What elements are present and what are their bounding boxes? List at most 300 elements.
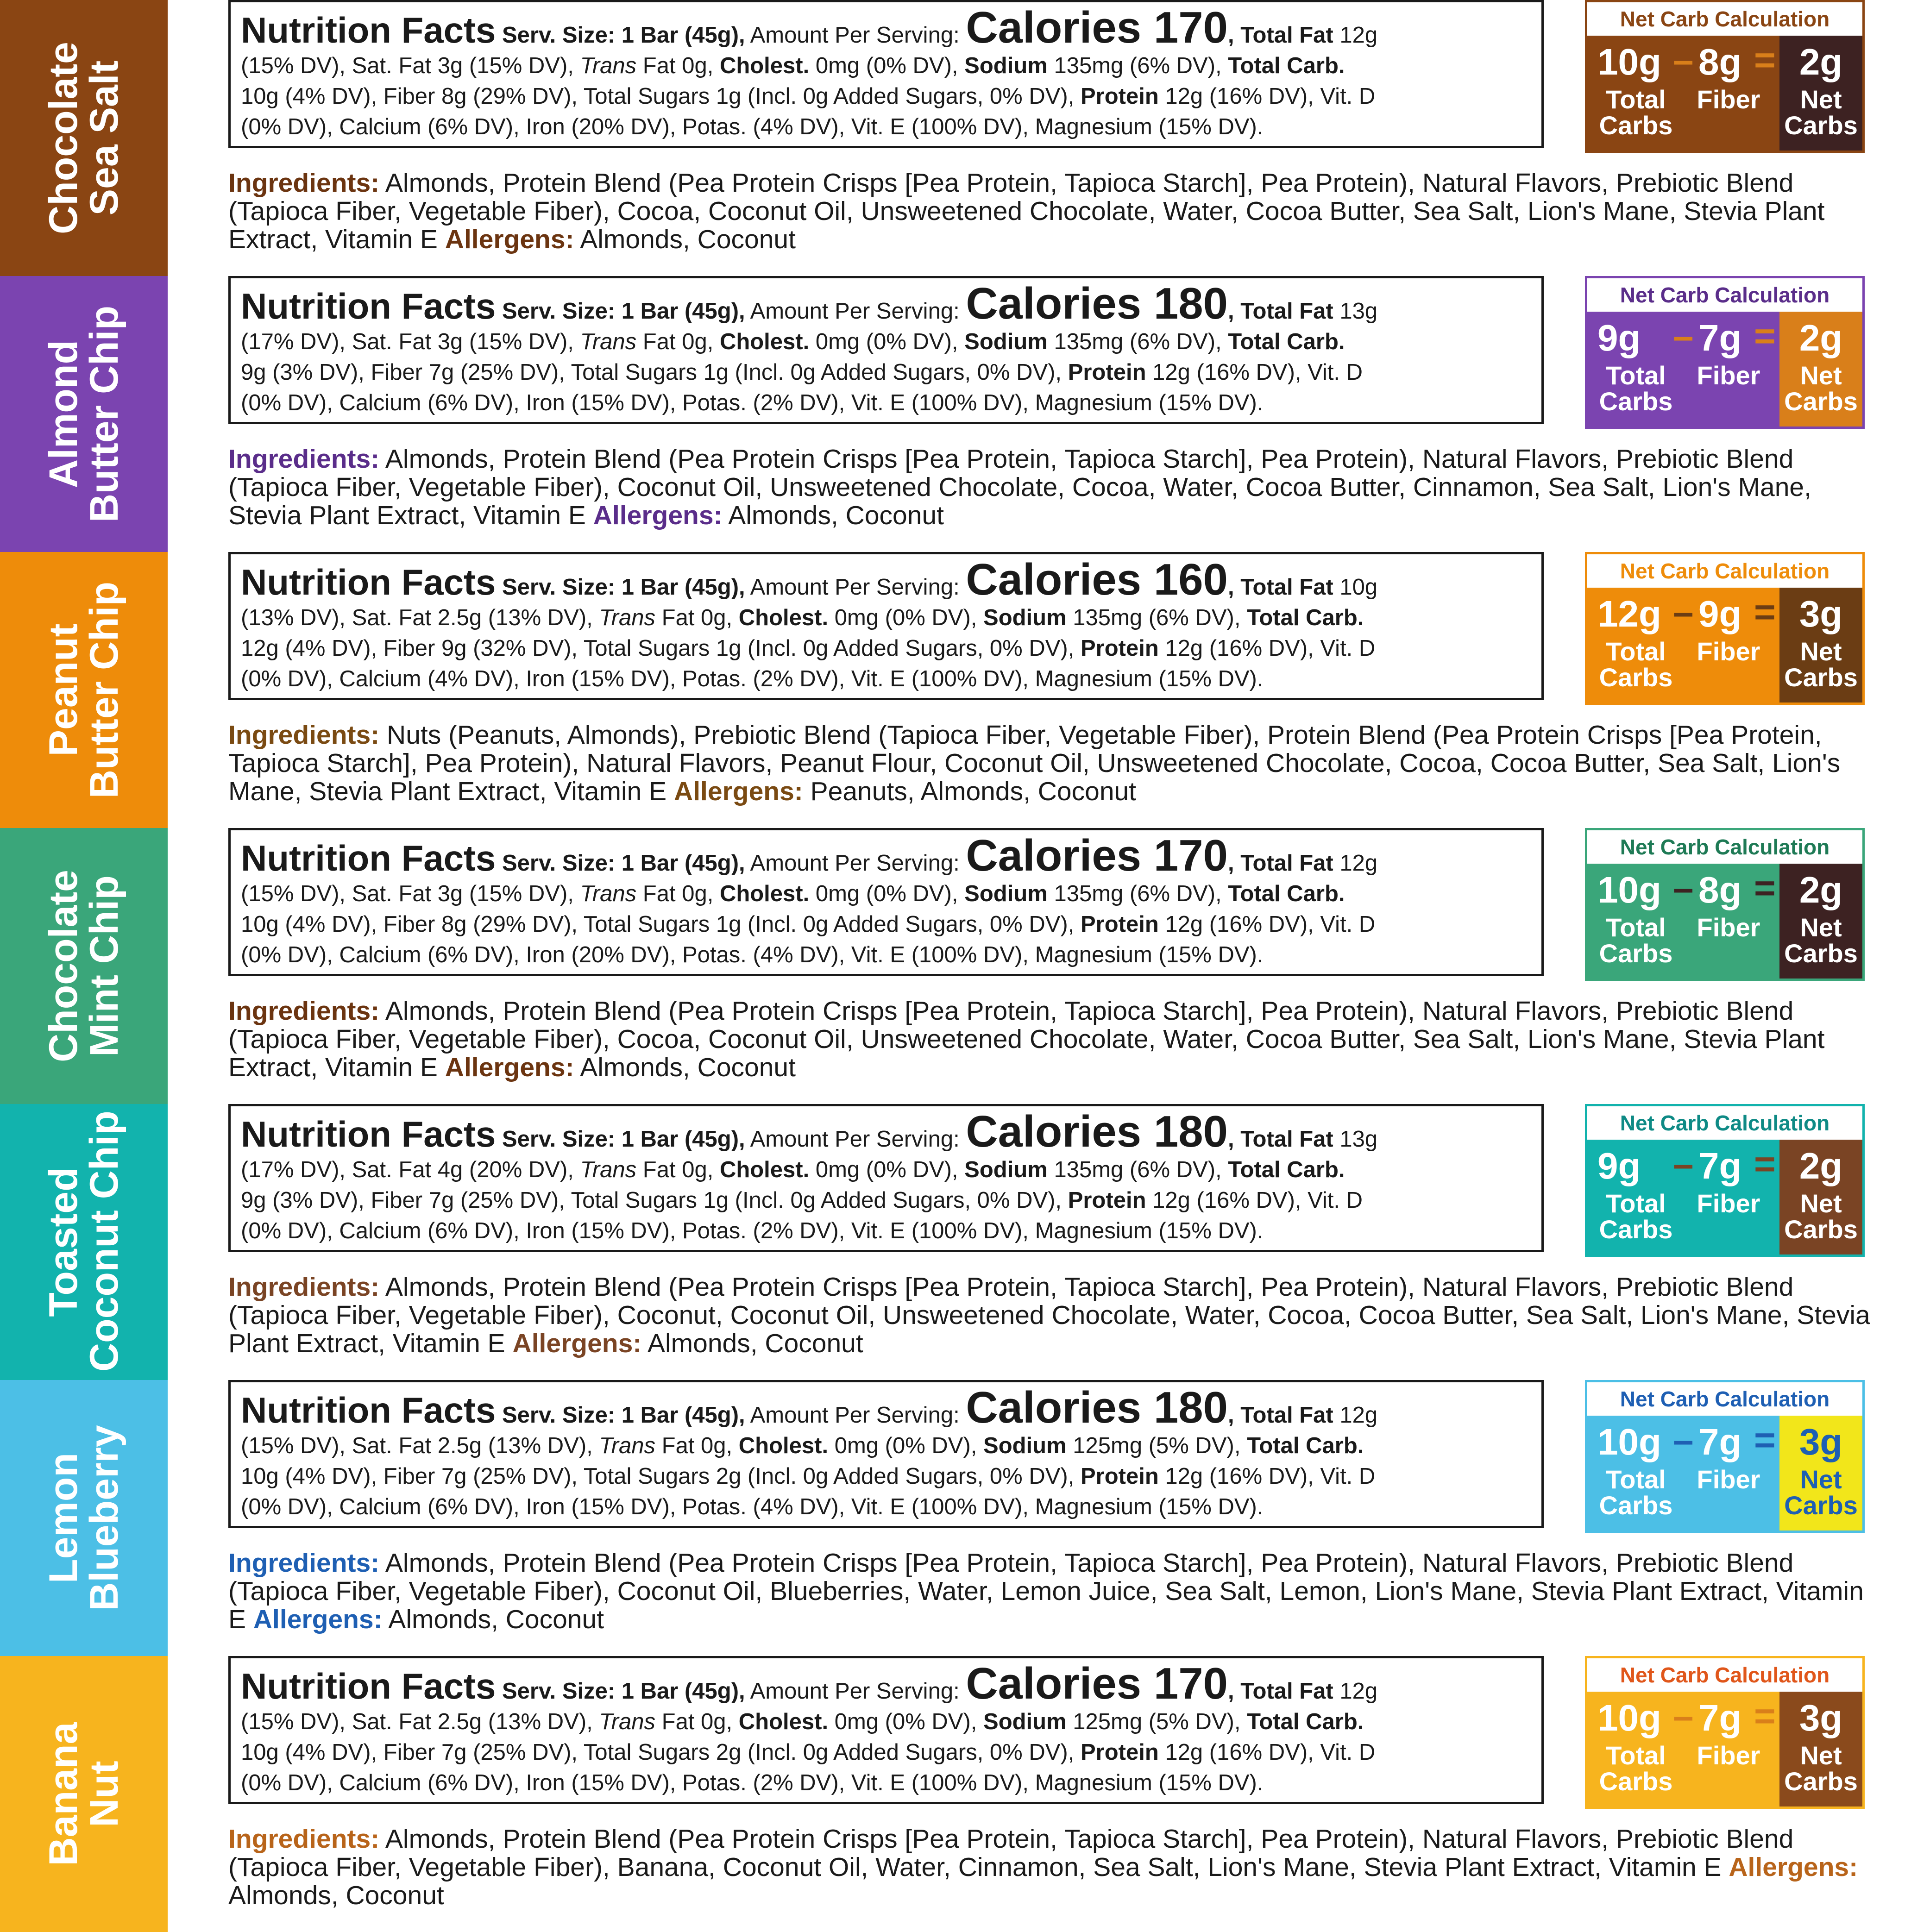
flavor-name bbox=[43, 1388, 125, 1648]
amount-per-serving: Amount Per Serving: bbox=[745, 851, 966, 876]
equals-sign: = bbox=[1754, 315, 1776, 357]
amount-per-serving: Amount Per Serving: bbox=[745, 299, 966, 324]
ingredients-list: Almonds, Protein Blend (Pea Protein Crisps [Pea Protein, Tapioca Starch], Pea Protein), Natural Flavors, Prebiotic Blend (Tapioca Fiber, Vegetable Fiber), Coconut Oil, Unsweetened Chocolate, Cocoa, Water, Cocoa Butter, Cinnamon, Sea Salt, Lion's Mane, Stevia Plant Extract, Vitamin E bbox=[228, 444, 1811, 530]
nutrient-text: 125mg (5% DV), bbox=[1066, 1433, 1247, 1458]
nutrition-title: Nutrition Facts bbox=[241, 10, 496, 50]
serving-size: Serv. Size: 1 Bar (45g), bbox=[502, 23, 745, 48]
net-carb-inputs bbox=[1587, 864, 1779, 979]
allergens-label: Allergens: bbox=[253, 1605, 383, 1634]
nutrient-text: (0% DV), Calcium (6% DV), Iron (15% DV), Potas. (4% DV), Vit. E (100% DV), Magnesium (15% DV). bbox=[241, 1494, 1264, 1519]
allergens-label: Allergens: bbox=[1729, 1852, 1858, 1882]
allergens-label: Allergens: bbox=[512, 1329, 642, 1358]
nutrient-text: (0% DV), Calcium (6% DV), Iron (15% DV), Potas. (2% DV), Vit. E (100% DV), Magnesium (15% DV). bbox=[241, 1770, 1264, 1795]
fiber-label: Fiber bbox=[1697, 1189, 1760, 1218]
net-carbs-label: Net Carbs bbox=[1784, 913, 1858, 968]
net-carb-body bbox=[1587, 36, 1862, 151]
net-carbs-value: 3g bbox=[1799, 1421, 1843, 1462]
sodium-label: Sodium bbox=[983, 1709, 1067, 1734]
total-carbs-label: Total Carbs bbox=[1599, 1741, 1673, 1796]
flavor-name-line: Mint Chip bbox=[82, 875, 126, 1057]
protein-label: Protein bbox=[1068, 360, 1146, 385]
serving-size: Serv. Size: 1 Bar (45g), bbox=[502, 575, 745, 600]
cholesterol-label: Cholest. bbox=[719, 881, 810, 906]
net-carbs-value: 2g bbox=[1799, 317, 1843, 358]
allergens-label: Allergens: bbox=[674, 777, 803, 806]
nutrient-text: 0mg (0% DV), bbox=[828, 1433, 984, 1458]
flavor-name bbox=[43, 284, 125, 544]
nutrition-facts-box bbox=[228, 828, 1544, 976]
sodium-label: Sodium bbox=[983, 605, 1067, 630]
total-carbs-label: Total Carbs bbox=[1599, 1465, 1673, 1520]
serving-size: Serv. Size: 1 Bar (45g), bbox=[502, 1403, 745, 1428]
calories-value: 180 bbox=[1153, 1107, 1228, 1156]
total-carbs-value: 12g bbox=[1597, 593, 1661, 634]
flavor-name bbox=[43, 8, 125, 268]
fiber-value: 7g bbox=[1698, 1697, 1742, 1738]
flavor-name-line: Sea Salt bbox=[82, 60, 126, 216]
nutrient-text: Fat 0g, bbox=[636, 53, 720, 78]
ingredients-text bbox=[228, 445, 1877, 530]
nutrient-text: 9g (3% DV), Fiber 7g (25% DV), Total Sugars 1g (Incl. 0g Added Sugars, 0% DV), bbox=[241, 1188, 1068, 1213]
net-carb-result bbox=[1779, 1416, 1862, 1531]
net-carb-inputs bbox=[1587, 1416, 1779, 1531]
total-carbs-value: 10g bbox=[1597, 869, 1661, 910]
nutrient-text: (13% DV), Sat. Fat 2.5g (13% DV), bbox=[241, 605, 599, 630]
calories-label: Calories bbox=[966, 279, 1154, 328]
nutrient-text: 0mg (0% DV), bbox=[809, 881, 965, 906]
net-carbs-label: Net Carbs bbox=[1784, 1189, 1858, 1244]
ingredients-list: Nuts (Peanuts, Almonds), Prebiotic Blend (Tapioca Fiber, Vegetable Fiber), Protein Blend (Pea Protein Crisps [Pea Protein, Tapioca Starch], Pea Protein), Natural Flavors, Peanut Flour, Coconut Oil, Unsweetened Chocolate, Cocoa, Cocoa Butter, Sea Salt, Lion's Mane, Stevia Plant Extract, Vitamin E bbox=[228, 720, 1841, 806]
nutrient-text: (17% DV), Sat. Fat 3g (15% DV), bbox=[241, 329, 580, 354]
nutrient-text: 12g (16% DV), Vit. D bbox=[1158, 912, 1376, 937]
total-carb-label: Total Carb. bbox=[1247, 1433, 1364, 1458]
net-carbs-label: Net Carbs bbox=[1784, 85, 1858, 140]
calories-value: 160 bbox=[1153, 555, 1228, 604]
nutrition-facts-box bbox=[228, 1656, 1544, 1804]
net-carb-inputs bbox=[1587, 36, 1779, 151]
flavor-name-line: Nut bbox=[82, 1761, 126, 1827]
minus-sign: – bbox=[1673, 315, 1694, 357]
net-carbs-label: Net Carbs bbox=[1784, 1465, 1858, 1520]
ingredients-label: Ingredients: bbox=[228, 1548, 380, 1578]
ingredients-text bbox=[228, 169, 1877, 254]
allergens-list: Almonds, Coconut bbox=[641, 1329, 863, 1358]
net-carb-box bbox=[1585, 1380, 1865, 1533]
allergens-label: Allergens: bbox=[593, 501, 723, 530]
product-row bbox=[0, 1656, 1930, 1932]
amount-per-serving: Amount Per Serving: bbox=[745, 575, 966, 600]
total-carbs-value: 9g bbox=[1597, 1145, 1641, 1186]
fiber-label: Fiber bbox=[1697, 1465, 1760, 1494]
nutrient-text: (17% DV), Sat. Fat 4g (20% DV), bbox=[241, 1157, 580, 1182]
net-carb-body bbox=[1587, 312, 1862, 427]
trans-label: Trans bbox=[580, 881, 637, 906]
nutrient-text: 12g (16% DV), Vit. D bbox=[1146, 1188, 1363, 1213]
nutrient-text: (0% DV), Calcium (6% DV), Iron (20% DV), Potas. (4% DV), Vit. E (100% DV), Magnesium (15% DV). bbox=[241, 942, 1264, 967]
net-carb-body bbox=[1587, 1140, 1862, 1255]
net-carb-result bbox=[1779, 588, 1862, 703]
nutrient-text: 12g (16% DV), Vit. D bbox=[1158, 1740, 1376, 1765]
nutrient-text: 10g (4% DV), Fiber 7g (25% DV), Total Sugars 2g (Incl. 0g Added Sugars, 0% DV), bbox=[241, 1740, 1081, 1765]
flavor-tab bbox=[0, 1104, 168, 1380]
cholesterol-label: Cholest. bbox=[719, 329, 810, 354]
nutrient-text: 135mg (6% DV), bbox=[1047, 881, 1228, 906]
fiber-label: Fiber bbox=[1697, 913, 1760, 942]
nutrient-text: 12g (16% DV), Vit. D bbox=[1146, 360, 1363, 385]
total-fat-value: 12g bbox=[1339, 851, 1378, 876]
equals-sign: = bbox=[1754, 39, 1776, 81]
nutrient-text: (0% DV), Calcium (4% DV), Iron (15% DV), Potas. (2% DV), Vit. E (100% DV), Magnesium (15% DV). bbox=[241, 666, 1264, 691]
minus-sign: – bbox=[1673, 1143, 1694, 1185]
serving-size: Serv. Size: 1 Bar (45g), bbox=[502, 299, 745, 324]
allergens-list: Almonds, Coconut bbox=[722, 501, 944, 530]
ingredients-text bbox=[228, 1273, 1877, 1358]
fiber-label: Fiber bbox=[1697, 637, 1760, 666]
net-carbs-value: 3g bbox=[1799, 593, 1843, 634]
nutrient-text: 135mg (6% DV), bbox=[1047, 329, 1228, 354]
trans-label: Trans bbox=[599, 605, 656, 630]
cholesterol-label: Cholest. bbox=[738, 605, 829, 630]
net-carb-box bbox=[1585, 276, 1865, 429]
calories-label: Calories bbox=[966, 1383, 1154, 1432]
trans-label: Trans bbox=[580, 1157, 637, 1182]
net-carb-body bbox=[1587, 588, 1862, 703]
minus-sign: – bbox=[1673, 1695, 1694, 1737]
amount-per-serving: Amount Per Serving: bbox=[745, 1127, 966, 1152]
nutrient-text: Fat 0g, bbox=[636, 329, 720, 354]
protein-label: Protein bbox=[1080, 84, 1159, 109]
cholesterol-label: Cholest. bbox=[738, 1433, 829, 1458]
sodium-label: Sodium bbox=[964, 881, 1048, 906]
net-carb-header: Net Carb Calculation bbox=[1587, 1382, 1862, 1416]
nutrition-title: Nutrition Facts bbox=[241, 286, 496, 326]
nutrient-text: 9g (3% DV), Fiber 7g (25% DV), Total Sugars 1g (Incl. 0g Added Sugars, 0% DV), bbox=[241, 360, 1068, 385]
net-carb-box bbox=[1585, 1104, 1865, 1257]
amount-per-serving: Amount Per Serving: bbox=[745, 1679, 966, 1704]
equals-sign: = bbox=[1754, 1143, 1776, 1185]
product-row bbox=[0, 1380, 1930, 1656]
net-carb-box bbox=[1585, 0, 1865, 153]
trans-label: Trans bbox=[599, 1433, 656, 1458]
flavor-tab bbox=[0, 828, 168, 1104]
net-carbs-value: 3g bbox=[1799, 1697, 1843, 1738]
nutrient-text: Fat 0g, bbox=[636, 881, 720, 906]
flavor-name bbox=[43, 560, 125, 820]
ingredients-text bbox=[228, 1549, 1877, 1634]
ingredients-label: Ingredients: bbox=[228, 1824, 380, 1854]
product-row bbox=[0, 828, 1930, 1104]
net-carbs-value: 2g bbox=[1799, 41, 1843, 82]
fiber-value: 7g bbox=[1698, 317, 1742, 358]
cholesterol-label: Cholest. bbox=[719, 1157, 810, 1182]
total-fat-label: , Total Fat bbox=[1228, 23, 1340, 48]
nutrient-text: 12g (16% DV), Vit. D bbox=[1158, 636, 1376, 661]
ingredients-label: Ingredients: bbox=[228, 720, 380, 750]
protein-label: Protein bbox=[1080, 1464, 1159, 1489]
ingredients-label: Ingredients: bbox=[228, 168, 380, 198]
flavor-name bbox=[43, 836, 125, 1096]
minus-sign: – bbox=[1673, 591, 1694, 633]
allergens-list: Almonds, Coconut bbox=[382, 1605, 604, 1634]
nutrition-title: Nutrition Facts bbox=[241, 1666, 496, 1706]
net-carbs-label: Net Carbs bbox=[1784, 1741, 1858, 1796]
equals-sign: = bbox=[1754, 1419, 1776, 1461]
calories-label: Calories bbox=[966, 1107, 1154, 1156]
nutrient-text: 0mg (0% DV), bbox=[809, 53, 965, 78]
net-carb-body bbox=[1587, 1416, 1862, 1531]
calories-value: 170 bbox=[1153, 1659, 1228, 1708]
flavor-name-line: Chocolate bbox=[41, 870, 86, 1062]
nutrient-text: 12g (16% DV), Vit. D bbox=[1158, 1464, 1376, 1489]
nutrient-text: 125mg (5% DV), bbox=[1066, 1709, 1247, 1734]
calories-value: 180 bbox=[1153, 279, 1228, 328]
allergens-label: Allergens: bbox=[445, 225, 574, 254]
product-row bbox=[0, 552, 1930, 828]
nutrient-text: (15% DV), Sat. Fat 2.5g (13% DV), bbox=[241, 1709, 599, 1734]
net-carb-box bbox=[1585, 828, 1865, 981]
total-fat-label: , Total Fat bbox=[1228, 1403, 1340, 1428]
net-carbs-value: 2g bbox=[1799, 869, 1843, 910]
flavor-name-line: Butter Chip bbox=[82, 581, 126, 799]
allergens-list: Almonds, Coconut bbox=[574, 1053, 796, 1082]
nutrient-text: (0% DV), Calcium (6% DV), Iron (20% DV), Potas. (4% DV), Vit. E (100% DV), Magnesium (15% DV). bbox=[241, 114, 1264, 139]
total-carbs-value: 10g bbox=[1597, 41, 1661, 82]
total-carbs-label: Total Carbs bbox=[1599, 913, 1673, 968]
net-carbs-label: Net Carbs bbox=[1784, 637, 1858, 692]
nutrient-text: (15% DV), Sat. Fat 3g (15% DV), bbox=[241, 881, 580, 906]
protein-label: Protein bbox=[1068, 1188, 1146, 1213]
flavor-name-line: Toasted bbox=[41, 1167, 86, 1317]
total-carbs-value: 10g bbox=[1597, 1421, 1661, 1462]
flavor-name-line: Almond bbox=[41, 339, 86, 489]
total-carbs-value: 9g bbox=[1597, 317, 1641, 358]
net-carb-header: Net Carb Calculation bbox=[1587, 554, 1862, 588]
nutrient-text: 10g (4% DV), Fiber 8g (29% DV), Total Sugars 1g (Incl. 0g Added Sugars, 0% DV), bbox=[241, 912, 1081, 937]
allergens-list: Almonds, Coconut bbox=[228, 1881, 444, 1910]
calories-value: 170 bbox=[1153, 831, 1228, 880]
ingredients-label: Ingredients: bbox=[228, 1272, 380, 1302]
nutrient-text: Fat 0g, bbox=[655, 605, 739, 630]
minus-sign: – bbox=[1673, 1419, 1694, 1461]
net-carb-inputs bbox=[1587, 1140, 1779, 1255]
net-carb-header: Net Carb Calculation bbox=[1587, 1658, 1862, 1692]
flavor-name-line: Banana bbox=[41, 1722, 86, 1866]
net-carb-result bbox=[1779, 312, 1862, 427]
nutrient-text: Fat 0g, bbox=[655, 1433, 739, 1458]
total-fat-label: , Total Fat bbox=[1228, 851, 1340, 876]
calories-label: Calories bbox=[966, 1659, 1154, 1708]
total-carbs-label: Total Carbs bbox=[1599, 1189, 1673, 1244]
product-row bbox=[0, 276, 1930, 552]
fiber-label: Fiber bbox=[1697, 85, 1760, 114]
nutrient-text: 0mg (0% DV), bbox=[828, 605, 984, 630]
net-carbs-label: Net Carbs bbox=[1784, 361, 1858, 416]
flavor-name-line: Butter Chip bbox=[82, 305, 126, 523]
flavor-name-line: Lemon bbox=[41, 1453, 86, 1583]
flavor-name-line: Blueberry bbox=[82, 1425, 126, 1611]
total-fat-value: 10g bbox=[1339, 575, 1378, 600]
fiber-value: 8g bbox=[1698, 869, 1742, 910]
flavor-tab bbox=[0, 1380, 168, 1656]
sodium-label: Sodium bbox=[983, 1433, 1067, 1458]
equals-sign: = bbox=[1754, 867, 1776, 909]
fiber-value: 7g bbox=[1698, 1421, 1742, 1462]
net-carb-header: Net Carb Calculation bbox=[1587, 1106, 1862, 1140]
nutrient-text: 12g (4% DV), Fiber 9g (32% DV), Total Sugars 1g (Incl. 0g Added Sugars, 0% DV), bbox=[241, 636, 1081, 661]
total-carb-label: Total Carb. bbox=[1247, 605, 1364, 630]
nutrition-facts-box bbox=[228, 1380, 1544, 1528]
amount-per-serving: Amount Per Serving: bbox=[745, 1403, 966, 1428]
net-carb-header: Net Carb Calculation bbox=[1587, 278, 1862, 312]
protein-label: Protein bbox=[1080, 1740, 1159, 1765]
nutrient-text: (0% DV), Calcium (6% DV), Iron (15% DV), Potas. (2% DV), Vit. E (100% DV), Magnesium (15% DV). bbox=[241, 390, 1264, 415]
nutrient-text: (15% DV), Sat. Fat 3g (15% DV), bbox=[241, 53, 580, 78]
net-carb-header: Net Carb Calculation bbox=[1587, 2, 1862, 36]
net-carb-header: Net Carb Calculation bbox=[1587, 830, 1862, 864]
net-carb-result bbox=[1779, 1692, 1862, 1807]
total-carbs-label: Total Carbs bbox=[1599, 361, 1673, 416]
total-carbs-value: 10g bbox=[1597, 1697, 1661, 1738]
amount-per-serving: Amount Per Serving: bbox=[745, 23, 966, 48]
total-carb-label: Total Carb. bbox=[1228, 53, 1345, 78]
nutrient-text: 0mg (0% DV), bbox=[809, 1157, 965, 1182]
net-carb-result bbox=[1779, 36, 1862, 151]
calories-label: Calories bbox=[966, 3, 1154, 52]
net-carb-result bbox=[1779, 1140, 1862, 1255]
fiber-value: 8g bbox=[1698, 41, 1742, 82]
protein-label: Protein bbox=[1080, 636, 1159, 661]
product-row bbox=[0, 1104, 1930, 1380]
sodium-label: Sodium bbox=[964, 1157, 1048, 1182]
trans-label: Trans bbox=[580, 329, 637, 354]
nutrient-text: 0mg (0% DV), bbox=[809, 329, 965, 354]
flavor-name-line: Chocolate bbox=[41, 42, 86, 234]
total-fat-label: , Total Fat bbox=[1228, 1679, 1340, 1704]
net-carb-body bbox=[1587, 864, 1862, 979]
flavor-name bbox=[43, 1112, 125, 1372]
total-fat-label: , Total Fat bbox=[1228, 299, 1340, 324]
total-fat-value: 13g bbox=[1339, 299, 1378, 324]
allergens-label: Allergens: bbox=[445, 1053, 574, 1082]
net-carb-box bbox=[1585, 552, 1865, 705]
net-carbs-value: 2g bbox=[1799, 1145, 1843, 1186]
ingredients-label: Ingredients: bbox=[228, 996, 380, 1026]
nutrient-text: 10g (4% DV), Fiber 8g (29% DV), Total Sugars 1g (Incl. 0g Added Sugars, 0% DV), bbox=[241, 84, 1081, 109]
net-carb-inputs bbox=[1587, 312, 1779, 427]
fiber-label: Fiber bbox=[1697, 1741, 1760, 1770]
fiber-label: Fiber bbox=[1697, 361, 1760, 390]
ingredients-list: Almonds, Protein Blend (Pea Protein Crisps [Pea Protein, Tapioca Starch], Pea Protein), Natural Flavors, Prebiotic Blend (Tapioca Fiber, Vegetable Fiber), Coconut, Coconut Oil, Unsweetened Chocolate, Water, Cocoa, Cocoa Butter, Sea Salt, Lion's Mane, Stevia Plant Extract, Vitamin E bbox=[228, 1272, 1870, 1358]
nutrient-text: 0mg (0% DV), bbox=[828, 1709, 984, 1734]
total-fat-label: , Total Fat bbox=[1228, 575, 1340, 600]
serving-size: Serv. Size: 1 Bar (45g), bbox=[502, 1127, 745, 1152]
calories-value: 170 bbox=[1153, 3, 1228, 52]
ingredients-text bbox=[228, 1825, 1877, 1910]
total-fat-value: 13g bbox=[1339, 1127, 1378, 1152]
calories-value: 180 bbox=[1153, 1383, 1228, 1432]
ingredients-list: Almonds, Protein Blend (Pea Protein Crisps [Pea Protein, Tapioca Starch], Pea Protein), Natural Flavors, Prebiotic Blend (Tapioca Fiber, Vegetable Fiber), Banana, Coconut Oil, Water, Cinnamon, Sea Salt, Lion's Mane, Stevia Plant Extract, Vitamin E bbox=[228, 1824, 1794, 1882]
flavor-name-line: Coconut Chip bbox=[82, 1110, 126, 1372]
nutrition-title: Nutrition Facts bbox=[241, 562, 496, 602]
flavor-tab bbox=[0, 1656, 168, 1932]
cholesterol-label: Cholest. bbox=[719, 53, 810, 78]
total-carb-label: Total Carb. bbox=[1228, 881, 1345, 906]
nutrient-text: 12g (16% DV), Vit. D bbox=[1158, 84, 1376, 109]
trans-label: Trans bbox=[599, 1709, 656, 1734]
net-carb-box bbox=[1585, 1656, 1865, 1809]
ingredients-label: Ingredients: bbox=[228, 444, 380, 474]
nutrition-facts-box bbox=[228, 1104, 1544, 1252]
nutrient-text: Fat 0g, bbox=[655, 1709, 739, 1734]
flavor-name bbox=[43, 1664, 125, 1924]
trans-label: Trans bbox=[580, 53, 637, 78]
nutrient-text: 10g (4% DV), Fiber 7g (25% DV), Total Sugars 2g (Incl. 0g Added Sugars, 0% DV), bbox=[241, 1464, 1081, 1489]
ingredients-list: Almonds, Protein Blend (Pea Protein Crisps [Pea Protein, Tapioca Starch], Pea Protein), Natural Flavors, Prebiotic Blend (Tapioca Fiber, Vegetable Fiber), Cocoa, Coconut Oil, Unsweetened Chocolate, Water, Cocoa Butter, Sea Salt, Lion's Mane, Stevia Plant Extract, Vitamin E bbox=[228, 996, 1825, 1082]
calories-label: Calories bbox=[966, 831, 1154, 880]
nutrient-text: 135mg (6% DV), bbox=[1047, 53, 1228, 78]
sodium-label: Sodium bbox=[964, 53, 1048, 78]
serving-size: Serv. Size: 1 Bar (45g), bbox=[502, 851, 745, 876]
sodium-label: Sodium bbox=[964, 329, 1048, 354]
nutrition-facts-box bbox=[228, 0, 1544, 148]
allergens-list: Almonds, Coconut bbox=[574, 225, 796, 254]
nutrition-facts-box bbox=[228, 276, 1544, 424]
protein-label: Protein bbox=[1080, 912, 1159, 937]
net-carb-body bbox=[1587, 1692, 1862, 1807]
product-row bbox=[0, 0, 1930, 276]
nutrition-title: Nutrition Facts bbox=[241, 1390, 496, 1430]
total-carb-label: Total Carb. bbox=[1228, 1157, 1345, 1182]
nutrition-facts-box bbox=[228, 552, 1544, 700]
cholesterol-label: Cholest. bbox=[738, 1709, 829, 1734]
equals-sign: = bbox=[1754, 591, 1776, 633]
ingredients-text bbox=[228, 721, 1877, 806]
nutrition-title: Nutrition Facts bbox=[241, 838, 496, 878]
ingredients-list: Almonds, Protein Blend (Pea Protein Crisps [Pea Protein, Tapioca Starch], Pea Protein), Natural Flavors, Prebiotic Blend (Tapioca Fiber, Vegetable Fiber), Cocoa, Coconut Oil, Unsweetened Chocolate, Water, Cocoa Butter, Sea Salt, Lion's Mane, Stevia Plant Extract, Vitamin E bbox=[228, 168, 1825, 254]
total-fat-value: 12g bbox=[1339, 1403, 1378, 1428]
minus-sign: – bbox=[1673, 39, 1694, 81]
total-fat-label: , Total Fat bbox=[1228, 1127, 1340, 1152]
fiber-value: 9g bbox=[1698, 593, 1742, 634]
total-carb-label: Total Carb. bbox=[1228, 329, 1345, 354]
allergens-list: Peanuts, Almonds, Coconut bbox=[803, 777, 1137, 806]
flavor-name-line: Peanut bbox=[41, 623, 86, 757]
flavor-tab bbox=[0, 0, 168, 276]
ingredients-list: Almonds, Protein Blend (Pea Protein Crisps [Pea Protein, Tapioca Starch], Pea Protein), Natural Flavors, Prebiotic Blend (Tapioca Fiber, Vegetable Fiber), Coconut Oil, Blueberries, Water, Lemon Juice, Sea Salt, Lemon, Lion's Mane, Stevia Plant Extract, Vitamin E bbox=[228, 1548, 1864, 1634]
calories-label: Calories bbox=[966, 555, 1154, 604]
minus-sign: – bbox=[1673, 867, 1694, 909]
net-carb-inputs bbox=[1587, 1692, 1779, 1807]
total-fat-value: 12g bbox=[1339, 1679, 1378, 1704]
flavor-tab bbox=[0, 276, 168, 552]
fiber-value: 7g bbox=[1698, 1145, 1742, 1186]
net-carb-inputs bbox=[1587, 588, 1779, 703]
total-carbs-label: Total Carbs bbox=[1599, 85, 1673, 140]
nutrient-text: (15% DV), Sat. Fat 2.5g (13% DV), bbox=[241, 1433, 599, 1458]
nutrient-text: 135mg (6% DV), bbox=[1047, 1157, 1228, 1182]
total-carbs-label: Total Carbs bbox=[1599, 637, 1673, 692]
equals-sign: = bbox=[1754, 1695, 1776, 1737]
nutrient-text: Fat 0g, bbox=[636, 1157, 720, 1182]
serving-size: Serv. Size: 1 Bar (45g), bbox=[502, 1679, 745, 1704]
ingredients-text bbox=[228, 997, 1877, 1082]
total-fat-value: 12g bbox=[1339, 23, 1378, 48]
net-carb-result bbox=[1779, 864, 1862, 979]
flavor-tab bbox=[0, 552, 168, 828]
nutrition-title: Nutrition Facts bbox=[241, 1114, 496, 1154]
nutrient-text: 135mg (6% DV), bbox=[1066, 605, 1247, 630]
nutrient-text: (0% DV), Calcium (6% DV), Iron (15% DV), Potas. (2% DV), Vit. E (100% DV), Magnesium (15% DV). bbox=[241, 1218, 1264, 1243]
